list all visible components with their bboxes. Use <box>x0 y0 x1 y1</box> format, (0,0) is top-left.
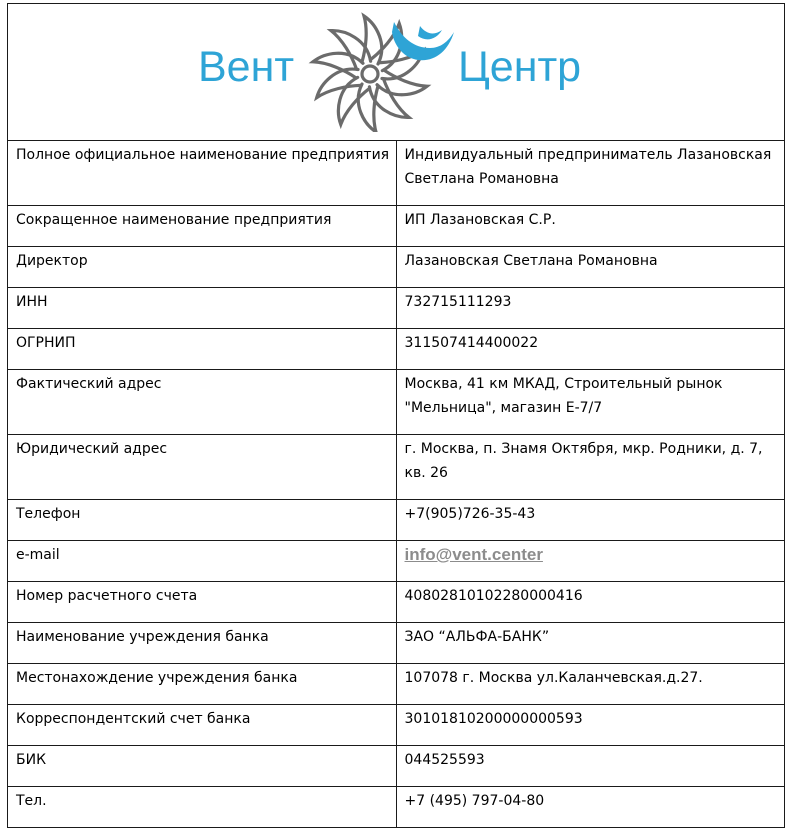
table-row <box>8 329 785 370</box>
row-label: Наименование учреждения банка <box>8 623 397 664</box>
company-details-card <box>7 3 785 828</box>
row-value: 311507414400022 <box>396 329 785 370</box>
row-label: БИК <box>8 746 397 787</box>
row-value: Москва, 41 км МКАД, Строительный рынок "Мельница", магазин Е-7/7 <box>396 370 785 435</box>
row-value: 732715111293 <box>396 288 785 329</box>
logo-cell <box>8 4 785 141</box>
row-label: Полное официальное наименование предприятия <box>8 141 397 206</box>
row-value <box>396 541 785 582</box>
table-row <box>8 435 785 500</box>
table-row <box>8 206 785 247</box>
row-value: Индивидуальный предприниматель Лазановская Светлана Романовна <box>396 141 785 206</box>
requisites-table <box>7 3 785 828</box>
row-value: 044525593 <box>396 746 785 787</box>
row-label: Корреспондентский счет банка <box>8 705 397 746</box>
logo-row <box>8 4 785 141</box>
row-label: Юридический адрес <box>8 435 397 500</box>
row-label: Телефон <box>8 500 397 541</box>
row-value: 30101810200000000593 <box>396 705 785 746</box>
table-row <box>8 705 785 746</box>
table-row <box>8 582 785 623</box>
row-label: ИНН <box>8 288 397 329</box>
row-value: г. Москва, п. Знамя Октября, мкр. Родники, д. 7, кв. 26 <box>396 435 785 500</box>
row-label: Местонахождение учреждения банка <box>8 664 397 705</box>
row-value: ЗАО “АЛЬФА-БАНК” <box>396 623 785 664</box>
table-row <box>8 500 785 541</box>
table-row <box>8 746 785 787</box>
row-value: 40802810102280000416 <box>396 582 785 623</box>
row-label: Сокращенное наименование предприятия <box>8 206 397 247</box>
table-row <box>8 623 785 664</box>
table-row <box>8 141 785 206</box>
row-value: +7 (495) 797-04-80 <box>396 787 785 828</box>
table-row <box>8 247 785 288</box>
row-value: 107078 г. Москва ул.Каланчевская.д.27. <box>396 664 785 705</box>
row-label: Фактический адрес <box>8 370 397 435</box>
email-link[interactable]: info@vent.center <box>404 545 543 564</box>
fan-wave-emblem-icon <box>308 8 458 132</box>
row-label: Тел. <box>8 787 397 828</box>
logo-word-right: Центр <box>458 43 582 91</box>
logo-word-left: Вент <box>198 43 295 91</box>
table-row <box>8 288 785 329</box>
row-label: Директор <box>8 247 397 288</box>
table-row <box>8 370 785 435</box>
row-value: Лазановская Светлана Романовна <box>396 247 785 288</box>
table-row <box>8 541 785 582</box>
company-logo <box>196 4 596 132</box>
row-value: ИП Лазановская С.Р. <box>396 206 785 247</box>
row-label: Номер расчетного счета <box>8 582 397 623</box>
row-label: ОГРНИП <box>8 329 397 370</box>
table-row <box>8 664 785 705</box>
table-row <box>8 787 785 828</box>
row-value: +7(905)726-35-43 <box>396 500 785 541</box>
row-label: e-mail <box>8 541 397 582</box>
